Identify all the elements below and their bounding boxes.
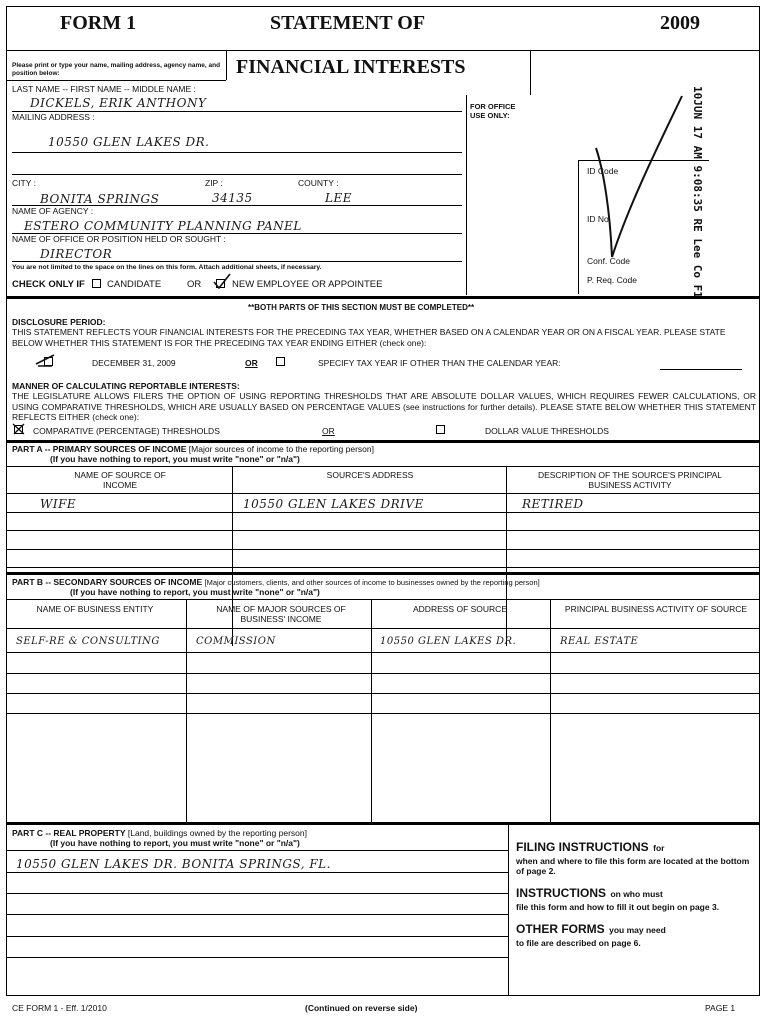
position-label: NAME OF OFFICE OR POSITION HELD OR SOUGHT : xyxy=(12,234,226,244)
part-c-heading: PART C -- REAL PROPERTY xyxy=(12,828,126,838)
city-value[interactable]: BONITA SPRINGS xyxy=(40,192,160,206)
comparative-label: COMPARATIVE (PERCENTAGE) THRESHOLDS xyxy=(33,426,220,436)
part-a-row1-address[interactable]: 10550 GLEN LAKES DRIVE xyxy=(243,497,424,511)
new-employee-label: NEW EMPLOYEE OR APPOINTEE xyxy=(232,279,383,290)
both-parts-note: **BOTH PARTS OF THIS SECTION MUST BE COMPLETED** xyxy=(248,303,475,312)
table-row xyxy=(6,713,760,714)
part-a-row1-activity[interactable]: RETIRED xyxy=(522,497,584,511)
filing-instructions-title: FILING INSTRUCTIONS xyxy=(516,840,649,854)
comparative-check-mark xyxy=(10,420,28,438)
dollar-label: DOLLAR VALUE THRESHOLDS xyxy=(485,426,609,436)
candidate-label: CANDIDATE xyxy=(107,279,162,290)
not-limited-note: You are not limited to the space on the lines on this form. Attach additional sheets, if necessary. xyxy=(12,264,322,271)
period-heading: DISCLOSURE PERIOD: xyxy=(12,317,106,327)
part-a-col2: SOURCE'S ADDRESS xyxy=(326,470,414,480)
table-row xyxy=(6,893,508,894)
threshold-or: OR xyxy=(322,426,335,436)
part-b-heading: PART B -- SECONDARY SOURCES OF INCOME xyxy=(12,577,203,587)
table-row xyxy=(6,567,760,568)
part-b-row1-activity[interactable]: REAL ESTATE xyxy=(560,636,639,647)
part-a-heading-note: [Major sources of income to the reporting person] xyxy=(188,444,374,454)
name-label: LAST NAME -- FIRST NAME -- MIDDLE NAME : xyxy=(12,84,196,94)
table-row xyxy=(6,652,760,653)
check-only-if: CHECK ONLY IF xyxy=(12,279,85,290)
city-label: CITY : xyxy=(12,178,36,188)
footer-form-id: CE FORM 1 - Eff. 1/2010 xyxy=(12,1003,107,1013)
part-b-subnote: (If you have nothing to report, you must write "none" or "n/a") xyxy=(70,587,320,597)
conf-code-label: Conf. Code xyxy=(587,256,630,266)
mailing-value[interactable]: 10550 GLEN LAKES DR. xyxy=(48,135,210,149)
county-label: COUNTY : xyxy=(298,178,339,188)
part-b-row1-source[interactable]: COMMISSION xyxy=(196,636,276,647)
form-number: FORM 1 xyxy=(60,12,137,34)
part-b-col1: NAME OF BUSINESS ENTITY xyxy=(36,604,154,614)
table-row xyxy=(6,530,760,531)
agency-value[interactable]: ESTERO COMMUNITY PLANNING PANEL xyxy=(24,219,302,233)
position-value[interactable]: DIRECTOR xyxy=(40,247,113,261)
office-use-heading: FOR OFFICE USE ONLY: xyxy=(470,102,516,120)
table-row xyxy=(6,936,508,937)
county-value[interactable]: LEE xyxy=(325,191,352,205)
table-row xyxy=(6,693,760,694)
footer-page: PAGE 1 xyxy=(705,1003,736,1013)
specify-year-label: SPECIFY TAX YEAR IF OTHER THAN THE CALENDAR YEAR: xyxy=(318,358,561,368)
dec31-check-mark xyxy=(34,352,56,368)
part-a-col1: NAME OF SOURCE OF INCOME xyxy=(74,470,166,490)
part-b-row1-entity[interactable]: SELF-RE & CONSULTING xyxy=(16,636,160,647)
id-no-label: ID No. xyxy=(587,214,612,224)
received-stamp: 10JUN 17 AM 9:08:35 RE Lee Co F1 xyxy=(691,86,704,298)
manner-text: THE LEGISLATURE ALLOWS FILERS THE OPTION OF USING REPORTING THRESHOLDS THAT ARE ABSOLUTE DOLLAR VALUES, WHICH REQUIRES FEWER CALCULATIONS, OR USING COMPARATIVE THRESHOLDS, WHICH ARE USUALLY BASED ON PERCENTAGE VALUES (see instructions for further details). PLEASE STATE BELOW WHETHER THIS STATEMENT REFLECTS EITHER (check one): xyxy=(12,391,756,422)
part-b-heading-note: [Major customers, clients, and other sources of income to businesses owned by the reporting person] xyxy=(204,578,540,587)
manner-heading: MANNER OF CALCULATING REPORTABLE INTERESTS: xyxy=(12,381,240,391)
part-b-col2: NAME OF MAJOR SOURCES OF BUSINESS' INCOME xyxy=(216,604,346,624)
header-divider xyxy=(6,50,760,51)
instructions-title: INSTRUCTIONS xyxy=(516,886,606,900)
table-row xyxy=(6,549,760,550)
table-row xyxy=(6,957,508,958)
specify-year-field[interactable] xyxy=(660,369,742,370)
table-row xyxy=(6,872,508,873)
or-label: OR xyxy=(187,279,202,290)
id-code-label: ID Code xyxy=(587,166,619,176)
title-line2: FINANCIAL INTERESTS xyxy=(236,56,466,78)
part-a-heading: PART A -- PRIMARY SOURCES OF INCOME xyxy=(12,444,187,454)
p-req-code-label: P. Req. Code xyxy=(587,275,637,285)
name-value[interactable]: DICKELS, ERIK ANTHONY xyxy=(30,96,207,110)
dollar-checkbox[interactable] xyxy=(436,425,445,434)
agency-label: NAME OF AGENCY : xyxy=(12,206,94,216)
office-check-mark xyxy=(590,92,690,262)
part-a-row1-source[interactable]: WIFE xyxy=(40,497,77,511)
zip-value[interactable]: 34135 xyxy=(212,191,253,205)
zip-label: ZIP : xyxy=(205,178,223,188)
part-a-col3: DESCRIPTION OF THE SOURCE'S PRINCIPAL BUSINESS ACTIVITY xyxy=(537,470,723,490)
candidate-checkbox[interactable] xyxy=(92,279,101,288)
new-employee-check-mark xyxy=(212,272,232,290)
footer-continued: (Continued on reverse side) xyxy=(305,1003,418,1013)
part-b-col4: PRINCIPAL BUSINESS ACTIVITY OF SOURCE xyxy=(564,604,748,614)
filing-instructions-body: when and where to file this form are located at the bottom of page 2. xyxy=(516,856,750,876)
table-row xyxy=(6,512,760,513)
other-forms-body: to file are described on page 6. xyxy=(516,938,641,948)
mailing-label: MAILING ADDRESS : xyxy=(12,112,95,122)
part-c-subnote: (If you have nothing to report, you must write "none" or "n/a") xyxy=(50,838,300,848)
other-forms-title: OTHER FORMS xyxy=(516,922,605,936)
part-c-heading-note: [Land, buildings owned by the reporting person] xyxy=(127,828,307,838)
part-a-subnote: (If you have nothing to report, you must write "none" or "n/a") xyxy=(50,454,300,464)
table-row xyxy=(6,914,508,915)
part-b-col3: ADDRESS OF SOURCE xyxy=(413,604,507,614)
period-text: THIS STATEMENT REFLECTS YOUR FINANCIAL INTERESTS FOR THE PRECEDING TAX YEAR, WHETHER BASED ON A CALENDAR YEAR OR ON A FISCAL YEAR. PLEASE STATE BELOW WHETHER THIS STATEMENT IS FOR THE PRECEDING TAX YEAR ENDING EITHER (check one): xyxy=(12,327,726,348)
part-b-row1-address[interactable]: 10550 GLEN LAKES DR. xyxy=(380,636,517,647)
table-row xyxy=(6,673,760,674)
dec31-label: DECEMBER 31, 2009 xyxy=(92,358,176,368)
specify-year-checkbox[interactable] xyxy=(276,357,285,366)
dec31-or: OR xyxy=(245,358,258,368)
form-year: 2009 xyxy=(660,12,700,34)
title-line1: STATEMENT OF xyxy=(270,12,426,34)
part-c-row1[interactable]: 10550 GLEN LAKES DR. BONITA SPRINGS, FL. xyxy=(16,857,331,871)
print-instruction: Please print or type your name, mailing address, agency name, and position below: xyxy=(12,62,221,77)
instructions-body: file this form and how to fill it out begin on page 3. xyxy=(516,902,720,912)
